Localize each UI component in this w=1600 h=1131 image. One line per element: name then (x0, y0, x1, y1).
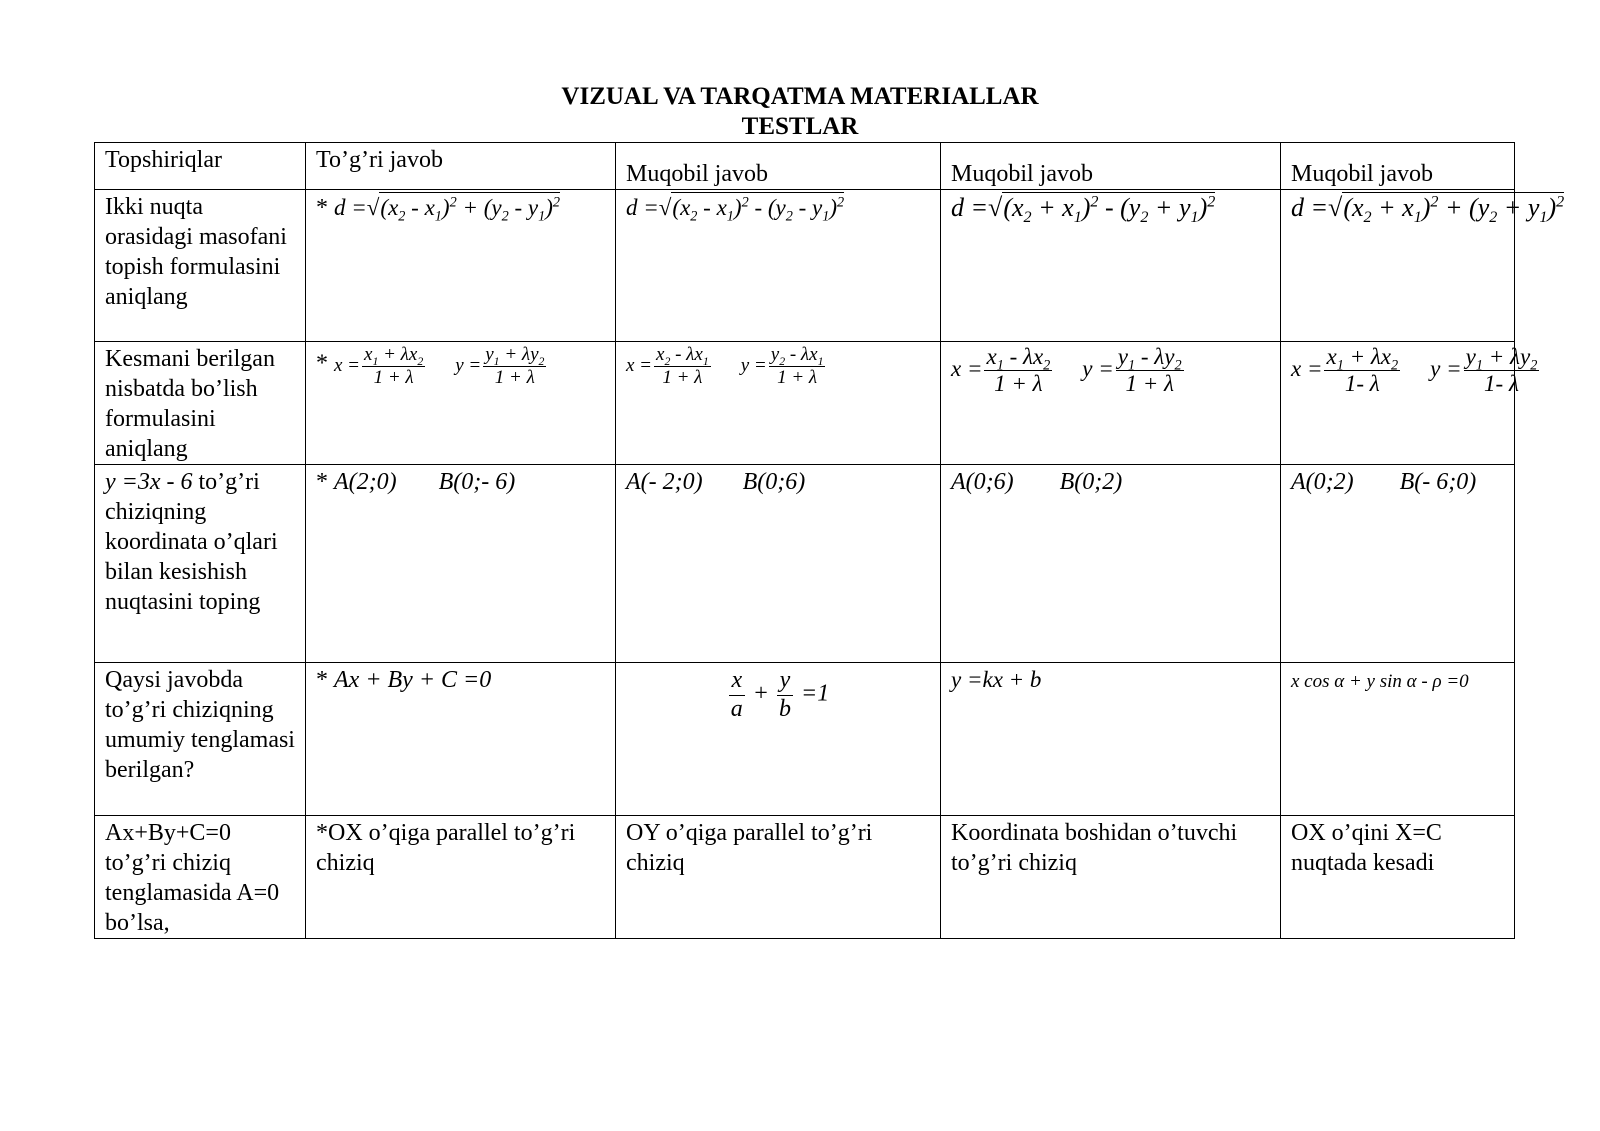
formula: x = $\frac{x_1 - \lambda x_2}{1 + \lambda}$ y = $\frac{y_1 - \lambda y_2}{1 + \lambda}$ (951, 344, 1182, 397)
alt-answer-cell (1281, 190, 1565, 342)
formula: y =kx + b (951, 667, 1042, 692)
header-alt2: Muqobil javob (941, 143, 1281, 190)
correct-answer-cell (306, 663, 616, 816)
alt-answer-cell (1281, 342, 1538, 465)
point-a: A(0;6) (951, 469, 1014, 495)
formula: x = $\frac{x_1 + \lambda x_2}{1- \lambda}$ y = $\frac{y_1 + \lambda y_2}{1- \lambda}$ (1291, 344, 1538, 397)
correct-marker: * (316, 195, 328, 221)
correct-marker: * (316, 350, 328, 377)
correct-answer-cell (306, 190, 616, 342)
alt-answer-cell: Koordinata boshidan o’tuvchi to’g’ri chiziq (941, 816, 1281, 939)
alt-answer-cell (941, 342, 1281, 465)
point-a: A(2;0) (334, 469, 397, 495)
formula: x cos α + y sin α - ρ =0 (1291, 671, 1469, 692)
formula: $d =√(x_2 + x_1)^2 - (y_2 + y_1)^2$ (951, 193, 1216, 227)
formula: $d =√(x_2 - x_1)^2 + (y_2 - y_1)^2$ (334, 195, 560, 220)
header-alt3: Muqobil javob (1281, 143, 1515, 190)
correct-answer-cell (306, 465, 616, 663)
question-text: to’g’ri chiziqning koordinata o’qlari bilan kesishish nuqtasini toping (105, 469, 278, 615)
table-row (95, 465, 1515, 663)
question-cell: Ikki nuqta orasidagi masofani topish formulasini aniqlang (95, 190, 306, 342)
formula: x = $\frac{x_2 - \lambda x_1}{1 + \lambda}$ y = $\frac{y_2 - \lambda x_1}{1 + \lambda}$ (626, 344, 824, 388)
formula: $d =√(x_2 - x_1)^2 - (y_2 - y_1)^2$ (626, 195, 844, 220)
point-b: B(0;6) (742, 469, 806, 495)
page-title: VIZUAL VA TARQATMA MATERIALLAR (561, 83, 1039, 110)
header-correct: To’g’ri javob (306, 143, 616, 190)
point-a: A(0;2) (1291, 469, 1354, 495)
correct-answer-cell: *OX o’qiga parallel to’g’ri chiziq (306, 816, 616, 939)
question-cell: Qaysi javobda to’g’ri chiziqning umumiy tenglamasi berilgan? (95, 663, 306, 816)
point-b: B(0;2) (1059, 469, 1123, 495)
alt-answer-cell (1281, 663, 1515, 816)
alt-answer-cell (616, 663, 941, 816)
alt-answer-cell (616, 190, 941, 342)
question-equation: y =3x - 6 (105, 469, 193, 495)
alt-answer-cell (941, 190, 1281, 342)
question-cell: Ax+By+C=0 to’g’ri chiziq tenglamasida A=0 bo’lsa, (95, 816, 306, 939)
formula: $d =√(x_2 + x_1)^2 + (y_2 + y_1)^2$ (1291, 193, 1565, 227)
correct-answer-cell (306, 342, 616, 465)
alt-answer-cell (616, 342, 941, 465)
tests-table (94, 142, 1565, 939)
alt-answer-cell (941, 663, 1281, 816)
correct-marker: * (316, 469, 328, 495)
alt-answer-cell: OX o’qini X=C nuqtada kesadi (1281, 816, 1515, 939)
table-header-row (95, 143, 1515, 190)
question-cell (95, 465, 306, 663)
alt-answer-cell (616, 465, 941, 663)
point-b: B(- 6;0) (1399, 469, 1477, 495)
point-b: B(0;- 6) (438, 469, 516, 495)
alt-answer-cell (941, 465, 1281, 663)
table-row (95, 342, 1515, 465)
question-cell: Kesmani berilgan nisbatda bo’lish formulasini aniqlang (95, 342, 306, 465)
header-task: Topshiriqlar (95, 143, 306, 190)
table-row (95, 816, 1515, 939)
table-row (95, 190, 1515, 342)
point-a: A(- 2;0) (626, 469, 703, 495)
formula: x = $\frac{x_1 + \lambda x_2}{1 + \lambda}$ y = $\frac{y_1 + \lambda y_2}{1 + \lambda}$ (334, 344, 545, 388)
formula: $\frac{x}{a}$ + $\frac{y}{b}$ =1 (730, 667, 830, 722)
header-alt1: Muqobil javob (616, 143, 941, 190)
correct-marker: * (316, 667, 328, 693)
formula: Ax + By + C =0 (334, 667, 492, 693)
table-row (95, 663, 1515, 816)
page-subtitle: TESTLAR (741, 113, 859, 140)
alt-answer-cell (1281, 465, 1515, 663)
alt-answer-cell: OY o’qiga parallel to’g’ri chiziq (616, 816, 941, 939)
